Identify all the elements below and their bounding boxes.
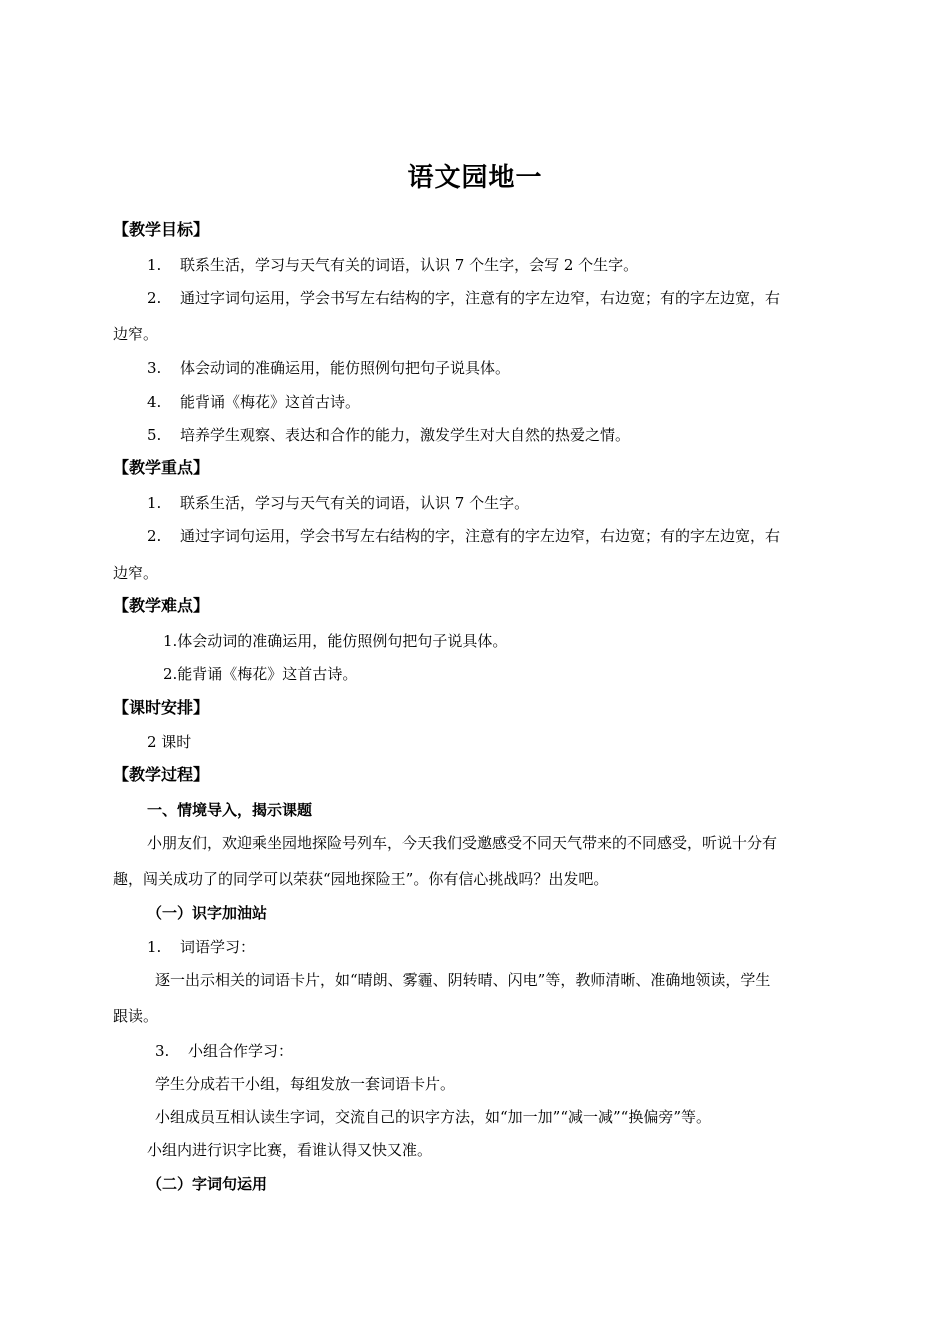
step-1-description-line-2: 跟读。 bbox=[113, 1007, 159, 1025]
group-activity-line-3: 小组内进行识字比赛，看谁认得又快又准。 bbox=[147, 1141, 433, 1159]
objectives-heading: 【教学目标】 bbox=[113, 220, 210, 239]
key-point-item-2 bbox=[147, 524, 780, 548]
schedule-text: 2 课时 bbox=[147, 733, 192, 751]
item-number: 4. bbox=[147, 393, 162, 411]
objective-item-3 bbox=[147, 356, 510, 380]
objective-item-5 bbox=[147, 423, 630, 447]
difficulty-item-2: 2.能背诵《梅花》这首古诗。 bbox=[163, 665, 358, 683]
objective-item-2 bbox=[147, 286, 780, 310]
step-1 bbox=[147, 935, 255, 959]
section-heading-intro: 一、情境导入，揭示课题 bbox=[147, 801, 313, 819]
item-number: 3. bbox=[147, 359, 162, 377]
item-text: 词语学习： bbox=[180, 938, 256, 956]
item-number: 1. bbox=[147, 494, 162, 512]
item-number: 2. bbox=[147, 527, 162, 545]
intro-paragraph-line-1: 小朋友们，欢迎乘坐园地探险号列车，今天我们受邀感受不同天气带来的不同感受，听说十分有 bbox=[147, 834, 778, 852]
group-activity-line-1: 学生分成若干小组，每组发放一套词语卡片。 bbox=[155, 1075, 456, 1093]
intro-paragraph-line-2: 趣，闯关成功了的同学可以荣获“园地探险王”。你有信心挑战吗？出发吧。 bbox=[113, 870, 609, 888]
key-points-heading: 【教学重点】 bbox=[113, 458, 210, 477]
item-number: 3. bbox=[155, 1042, 170, 1060]
group-activity-line-2: 小组成员互相认读生字词，交流自己的识字方法，如“加一加”“减一减”“换偏旁”等。 bbox=[155, 1108, 712, 1126]
item-text: 小组合作学习： bbox=[188, 1042, 294, 1060]
objective-item-1 bbox=[147, 253, 638, 277]
step-3 bbox=[155, 1039, 293, 1063]
page-title: 语文园地一 bbox=[407, 163, 543, 193]
difficulties-heading: 【教学难点】 bbox=[113, 596, 210, 615]
item-text: 通过字词句运用，学会书写左右结构的字，注意有的字左边窄，右边宽；有的字左边宽，右 bbox=[180, 527, 781, 545]
item-number: 5. bbox=[147, 426, 162, 444]
item-number: 1. bbox=[147, 938, 162, 956]
item-number: 2. bbox=[147, 289, 162, 307]
key-point-item-1 bbox=[147, 491, 529, 515]
process-heading: 【教学过程】 bbox=[113, 765, 210, 784]
objective-item-2-continuation: 边窄。 bbox=[113, 325, 159, 343]
item-text: 能背诵《梅花》这首古诗。 bbox=[180, 393, 361, 411]
subsection-heading-literacy: （一）识字加油站 bbox=[147, 904, 268, 922]
item-text: 联系生活，学习与天气有关的词语，认识 7 个生字。 bbox=[180, 494, 530, 512]
subsection-heading-word-usage: （二）字词句运用 bbox=[147, 1175, 268, 1193]
item-text: 通过字词句运用，学会书写左右结构的字，注意有的字左边窄，右边宽；有的字左边宽，右 bbox=[180, 289, 781, 307]
item-text: 培养学生观察、表达和合作的能力，激发学生对大自然的热爱之情。 bbox=[180, 426, 631, 444]
item-text: 体会动词的准确运用，能仿照例句把句子说具体。 bbox=[180, 359, 511, 377]
difficulty-item-1: 1.体会动词的准确运用，能仿照例句把句子说具体。 bbox=[163, 632, 508, 650]
item-number: 1. bbox=[147, 256, 162, 274]
step-1-description-line-1: 逐一出示相关的词语卡片，如“晴朗、雾霾、阴转晴、闪电”等，教师清晰、准确地领读，学生 bbox=[155, 971, 771, 989]
item-text: 联系生活，学习与天气有关的词语，认识 7 个生字，会写 2 个生字。 bbox=[180, 256, 639, 274]
key-point-item-2-continuation: 边窄。 bbox=[113, 564, 159, 582]
schedule-heading: 【课时安排】 bbox=[113, 698, 210, 717]
objective-item-4 bbox=[147, 390, 360, 414]
